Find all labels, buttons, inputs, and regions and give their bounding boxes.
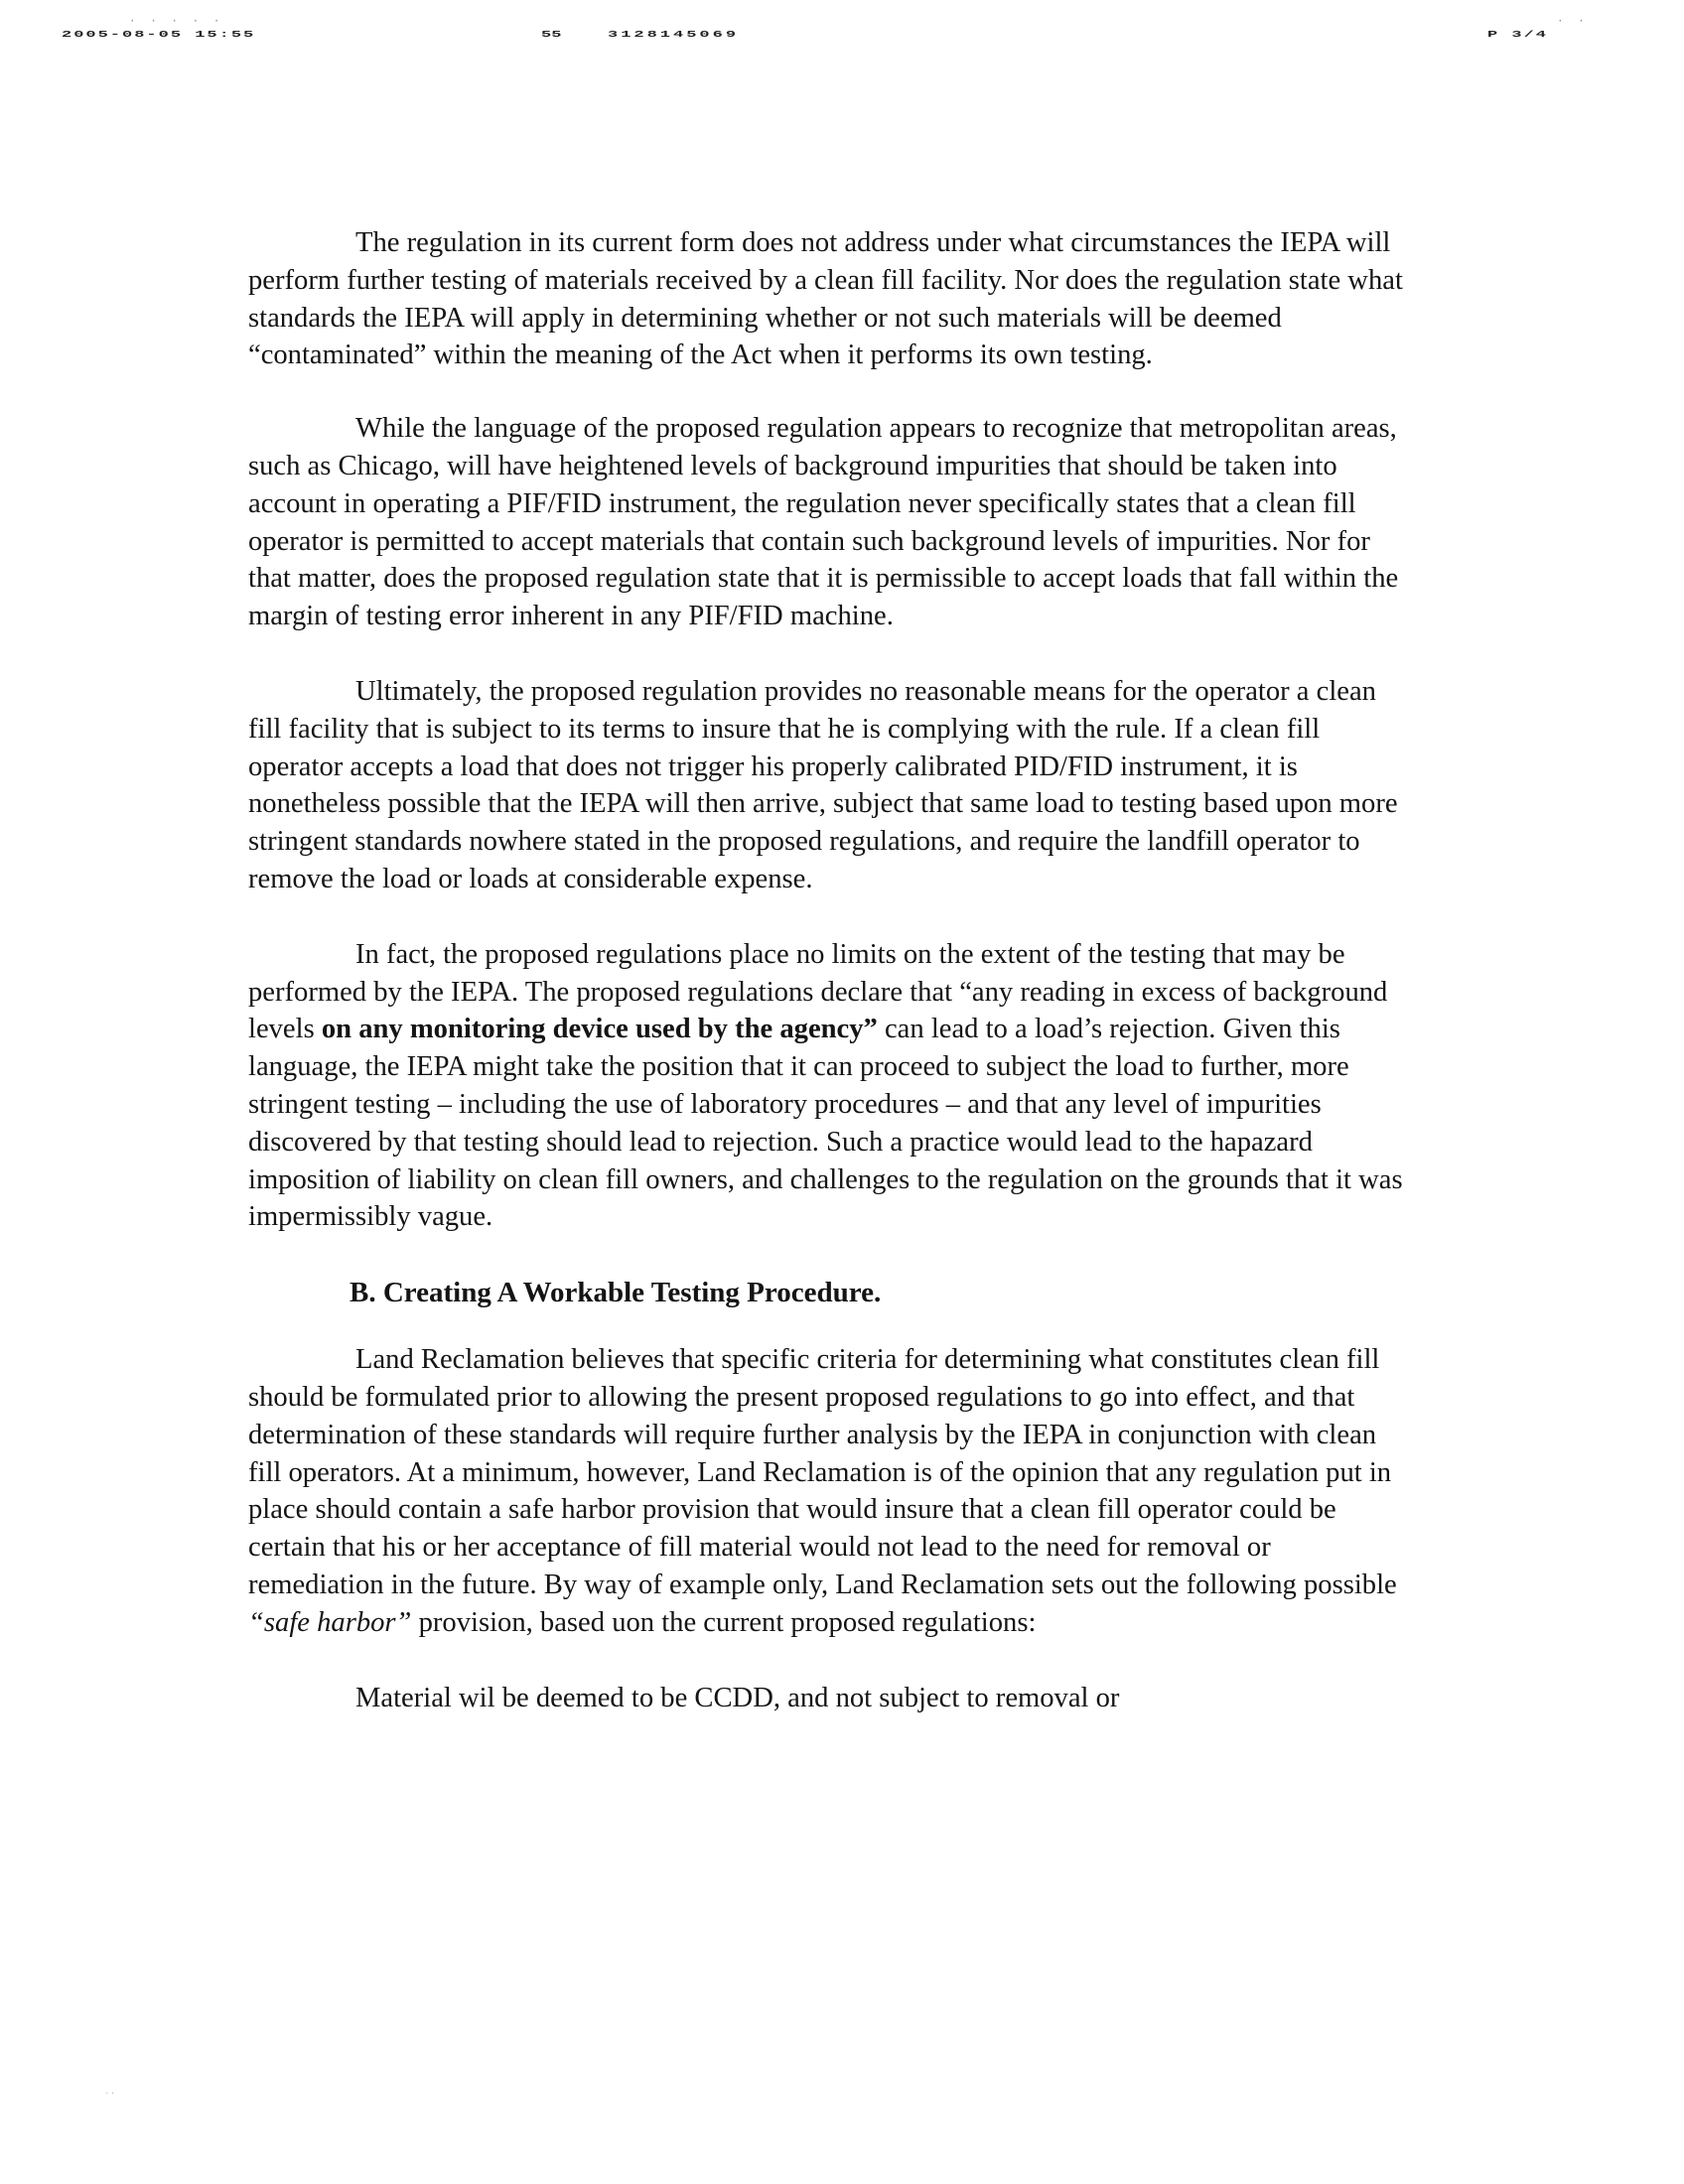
paragraph-text-segment: provision, based uon the current proposed regulations: (411, 1606, 1037, 1638)
paragraph-text-segment: Land Reclamation believes that specific criteria for determining what constitutes clean fill should be formulated prior to allowing the present proposed regulations to go into effect, and that determination of these standards will require further analysis by the IEPA in conjunction with clean fill operators. At a minimum, however, Land Reclamation is of the opinion that any regulation put in place should contain a safe harbor provision that would insure that a clean fill operator could be certain that his or her acceptance of fill material would not lead to the need for removal or remediation in the future. By way of example only, Land Reclamation sets out the following possible (248, 1344, 1397, 1600)
paragraph-no-reasonable-means: Ultimately, the proposed regulation provides no reasonable means for the operator a clean fill facility that is subject to its terms to insure that he is complying with the rule. If a clean fill operator accepts a load that does not trigger his properly calibrated PID/FID instrument, it is nonetheless possible that the IEPA will then arrive, subject that same load to testing based upon more stringent standards nowhere stated in the proposed regulations, and require the landfill operator to remove the load or loads at considerable expense. (248, 675, 1398, 894)
paragraph-text-segment: In fact, the proposed regulations place no limits on the extent of the testing that may be performed by the IEPA. The proposed regulations declare that “any reading in excess of background levels (248, 938, 1388, 1045)
fax-header (0, 16, 1684, 56)
fax-noise-marks-right: · · (1557, 16, 1589, 28)
fax-page-number: P 3/4 (1487, 30, 1549, 41)
fax-date: 2005-08-05 15:55 (62, 30, 256, 41)
fax-phone-number: 3128145069 (608, 30, 740, 41)
scan-speck-marks: · · (105, 2089, 115, 2100)
document-body (248, 224, 1412, 1754)
paragraph-background-impurities: While the language of the proposed regulation appears to recognize that metropolitan areas, such as Chicago, will have heightened levels of background impurities that should be taken into account in operating a PIF/FID instrument, the regulation never specifically states that a clean fill operator is permitted to accept materials that contain such background levels of impurities. Nor for that matter, does the proposed regulation state that it is permissible to accept loads that fall within the margin of testing error inherent in any PIF/FID machine. (248, 413, 1399, 632)
fax-marks: 55 (541, 30, 562, 41)
paragraph-text-segment: can lead to a load’s rejection. Given this language, the IEPA might take the position that it can proceed to subject the load to further, more stringent testing – including the use of laboratory procedures – and that any level of impurities discovered by that testing should lead to rejection. Such a practice would lead to the hapazard imposition of liability on clean fill owners, and challenges to the regulation on the grounds that it was impermissibly vague. (248, 1014, 1403, 1233)
fax-noise-marks: · · · · · (129, 16, 224, 28)
paragraph-safe-harbor (248, 1341, 1412, 1641)
paragraph-no-limits-on-testing (248, 936, 1412, 1236)
paragraph-material-deemed-ccdd: Material wil be deemed to be CCDD, and not subject to removal or (355, 1682, 1120, 1713)
paragraph-regulation-current-form: The regulation in its current form does not address under what circumstances the IEPA will perform further testing of materials received by a clean fill facility. Nor does the regulation state what standards the IEPA will apply in determining whether or not such materials will be deemed “contaminated” within the meaning of the Act when it performs its own testing. (248, 227, 1403, 371)
paragraph-bold-quote: on any monitoring device used by the agency” (321, 1014, 878, 1045)
section-heading-b: B. Creating A Workable Testing Procedure. (350, 1277, 882, 1309)
paragraph-italic-term: “safe harbor” (248, 1606, 412, 1638)
